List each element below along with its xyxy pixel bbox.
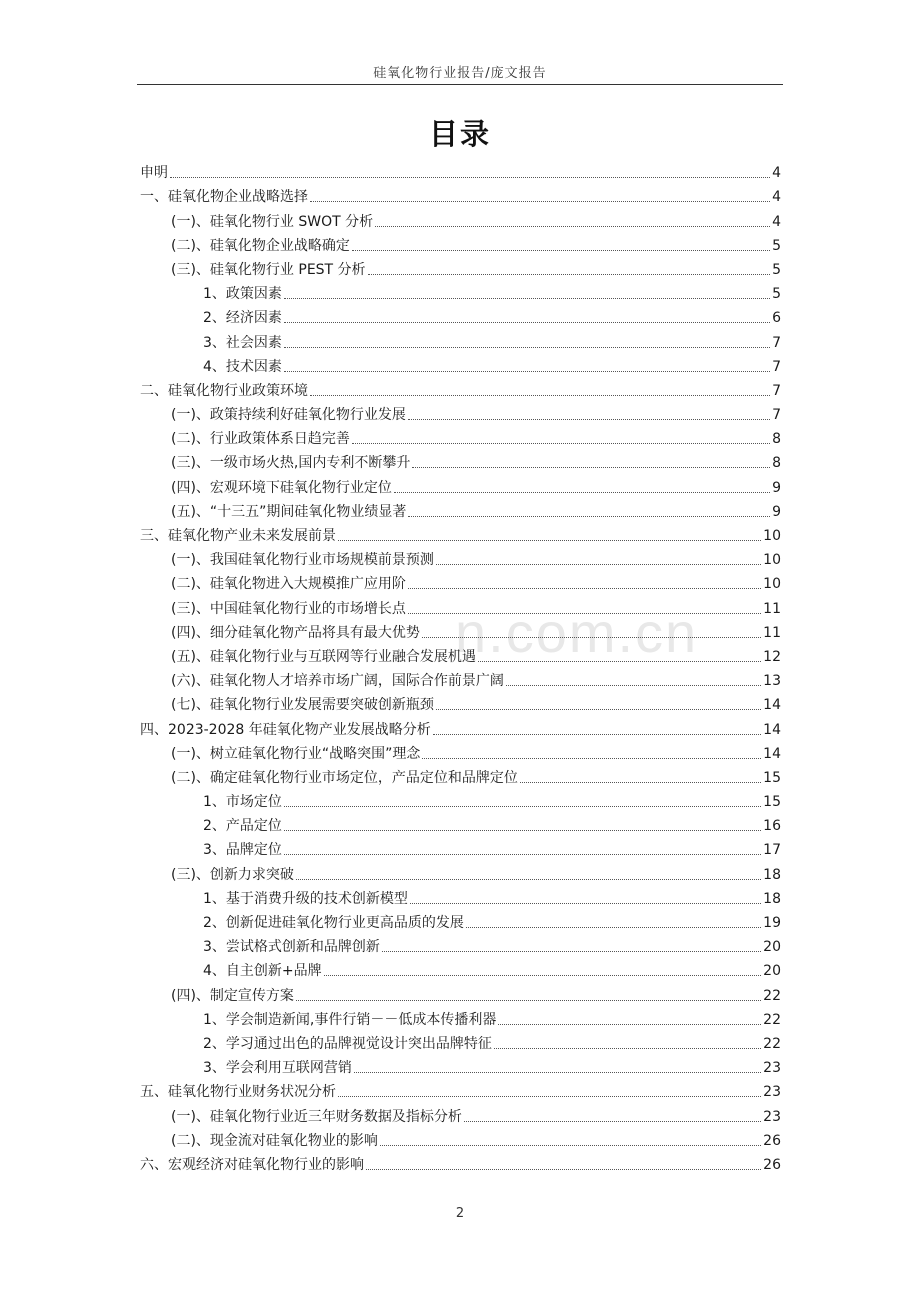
toc-entry-page: 4 (772, 189, 781, 206)
toc-entry-page: 20 (763, 939, 781, 956)
toc-entry[interactable] (140, 787, 781, 811)
toc-entry-page: 5 (772, 237, 781, 254)
toc-entry-title: 3、尝试格式创新和品牌创新 (203, 939, 380, 956)
toc-entry[interactable] (140, 182, 781, 206)
toc-dot-leader (422, 637, 761, 638)
toc-entry-page: 10 (763, 552, 781, 569)
toc-entry[interactable] (140, 400, 781, 424)
toc-entry-title: 2、创新促进硅氧化物行业更高品质的发展 (203, 915, 464, 931)
toc-entry[interactable] (140, 956, 781, 980)
toc-entry-page: 26 (763, 1156, 781, 1173)
toc-entry[interactable] (140, 206, 781, 230)
page-title: 目录 (428, 117, 491, 151)
toc-dot-leader (284, 371, 770, 372)
toc-dot-leader (410, 903, 761, 904)
toc-dot-leader (506, 685, 761, 686)
page-number: 2 (455, 1206, 465, 1221)
toc-dot-leader (296, 1000, 761, 1001)
toc-entry-title: 3、品牌定位 (203, 842, 282, 859)
toc-entry-page: 8 (772, 455, 781, 472)
toc-entry-page: 12 (763, 648, 781, 665)
toc-entry-page: 15 (763, 794, 781, 811)
toc-dot-leader (520, 782, 761, 783)
toc-dot-leader (284, 854, 761, 855)
toc-entry[interactable] (140, 811, 781, 835)
toc-entry-title: 3、学会利用互联网营销 (203, 1060, 352, 1077)
toc-entry-title: 2、经济因素 (203, 310, 282, 327)
toc-entry-title: 1、学会制造新闻,事件行销－－低成本传播利器 (203, 1011, 497, 1028)
toc-entry-title: (七)、硅氧化物行业发展需要突破创新瓶颈 (171, 697, 434, 714)
toc-entry-page: 7 (772, 334, 781, 351)
toc-entry[interactable] (140, 158, 781, 182)
toc-dot-leader (478, 661, 761, 662)
toc-entry-title: (三)、中国硅氧化物行业的市场增长点 (171, 600, 406, 617)
toc-dot-leader (284, 806, 761, 807)
toc-entry-title: 2、学习通过出色的品牌视觉设计突出品牌特征 (203, 1035, 492, 1052)
table-of-contents (140, 158, 781, 1174)
toc-entry-title: (四)、宏观环境下硅氧化物行业定位 (171, 479, 392, 496)
toc-dot-leader (464, 1121, 761, 1122)
page-header: 硅氧化物行业报告/庞文报告 (373, 66, 547, 81)
toc-entry-title: (一)、硅氧化物行业近三年财务数据及指标分析 (171, 1108, 462, 1125)
toc-entry-title: (二)、硅氧化物企业战略确定 (171, 237, 350, 254)
toc-entry[interactable] (140, 497, 781, 521)
toc-dot-leader (375, 226, 770, 227)
toc-dot-leader (352, 443, 770, 444)
toc-entry-title: (一)、树立硅氧化物行业“战略突围”理念 (171, 745, 421, 762)
toc-entry-title: 4、技术因素 (203, 358, 282, 375)
toc-entry-page: 5 (772, 261, 781, 278)
toc-dot-leader (338, 1096, 761, 1097)
toc-entry[interactable] (140, 1126, 781, 1150)
toc-entry[interactable] (140, 1101, 781, 1125)
toc-entry[interactable] (140, 763, 781, 787)
toc-entry[interactable] (140, 642, 781, 666)
toc-entry[interactable] (140, 884, 781, 908)
toc-dot-leader (352, 250, 770, 251)
toc-entry[interactable] (140, 1077, 781, 1101)
toc-entry-title: (三)、硅氧化物行业 PEST 分析 (171, 261, 366, 278)
toc-entry-title: 五、硅氧化物行业财务状况分析 (140, 1084, 336, 1101)
toc-entry-page: 23 (763, 1084, 781, 1101)
toc-entry-page: 11 (763, 624, 781, 641)
toc-dot-leader (436, 709, 761, 710)
toc-entry-title: 1、市场定位 (203, 794, 282, 811)
toc-entry-page: 15 (763, 769, 781, 786)
toc-entry[interactable] (140, 327, 781, 351)
toc-dot-leader (338, 540, 761, 541)
toc-dot-leader (394, 492, 770, 493)
toc-dot-leader (380, 1145, 761, 1146)
toc-entry-page: 23 (763, 1108, 781, 1125)
toc-entry-page: 7 (772, 358, 781, 375)
toc-entry-title: 二、硅氧化物行业政策环境 (140, 382, 308, 399)
toc-entry[interactable] (140, 739, 781, 763)
toc-dot-leader (408, 588, 761, 589)
toc-dot-leader (408, 516, 770, 517)
toc-entry[interactable] (140, 1053, 781, 1077)
toc-dot-leader (436, 564, 761, 565)
toc-entry-page: 18 (763, 866, 781, 883)
toc-entry-page: 22 (763, 1011, 781, 1028)
toc-dot-leader (412, 467, 770, 468)
toc-entry-title: (五)、硅氧化物行业与互联网等行业融合发展机遇 (171, 648, 476, 665)
toc-entry[interactable] (140, 835, 781, 859)
toc-entry-page: 4 (772, 165, 781, 182)
toc-entry[interactable] (140, 545, 781, 569)
toc-entry-page: 17 (763, 842, 781, 859)
toc-entry[interactable] (140, 521, 781, 545)
toc-entry-title: 六、宏观经济对硅氧化物行业的影响 (140, 1156, 364, 1173)
toc-entry[interactable] (140, 231, 781, 255)
toc-entry-page: 14 (763, 745, 781, 762)
toc-entry[interactable] (140, 1150, 781, 1174)
toc-entry[interactable] (140, 448, 781, 472)
toc-dot-leader (368, 274, 771, 275)
toc-entry-page: 11 (763, 600, 781, 617)
toc-entry-title: 一、硅氧化物企业战略选择 (140, 189, 308, 206)
toc-dot-leader (494, 1048, 761, 1049)
toc-entry-page: 7 (772, 407, 781, 424)
toc-entry-page: 10 (763, 576, 781, 593)
toc-entry-title: 4、自主创新+品牌 (203, 963, 322, 980)
toc-dot-leader (310, 201, 770, 202)
toc-entry[interactable] (140, 376, 781, 400)
toc-entry-title: (四)、制定宣传方案 (171, 987, 294, 1004)
toc-entry[interactable] (140, 859, 781, 883)
toc-entry[interactable] (140, 714, 781, 738)
toc-entry-title: 申明 (140, 165, 168, 182)
toc-entry-page: 13 (763, 673, 781, 690)
watermark: n.com.cn (455, 601, 699, 664)
toc-entry-title: (一)、政策持续利好硅氧化物行业发展 (171, 407, 406, 424)
toc-entry-title: (二)、确定硅氧化物行业市场定位，产品定位和品牌定位 (171, 769, 518, 786)
toc-dot-leader (310, 395, 770, 396)
toc-entry-title: 1、基于消费升级的技术创新模型 (203, 890, 408, 907)
toc-entry[interactable] (140, 980, 781, 1004)
toc-entry-title: 1、政策因素 (203, 286, 282, 303)
toc-entry-page: 10 (763, 528, 781, 544)
toc-entry-title: 3、社会因素 (203, 334, 282, 351)
toc-entry[interactable] (140, 255, 781, 279)
toc-entry-title: 2、产品定位 (203, 818, 282, 835)
toc-dot-leader (284, 830, 761, 831)
toc-dot-leader (284, 298, 770, 299)
toc-dot-leader (408, 613, 761, 614)
toc-dot-leader (466, 927, 761, 928)
toc-entry-title: (三)、创新力求突破 (171, 866, 294, 883)
toc-dot-leader (433, 734, 761, 735)
toc-entry-page: 14 (763, 697, 781, 714)
toc-entry[interactable] (140, 618, 781, 642)
header-rule (137, 84, 783, 85)
toc-entry-title: 四、2023-2028 年硅氧化物产业发展战略分析 (140, 721, 431, 738)
toc-entry-title: (一)、我国硅氧化物行业市场规模前景预测 (171, 552, 434, 569)
toc-entry[interactable] (140, 352, 781, 376)
toc-dot-leader (354, 1072, 761, 1073)
toc-entry[interactable] (140, 690, 781, 714)
toc-entry[interactable] (140, 569, 781, 593)
toc-entry[interactable] (140, 666, 781, 690)
toc-entry-title: (三)、一级市场火热,国内专利不断攀升 (171, 455, 411, 472)
toc-entry-page: 22 (763, 1035, 781, 1052)
toc-entry-title: (二)、硅氧化物进入大规模推广应用阶 (171, 576, 406, 593)
toc-entry-page: 9 (772, 479, 781, 496)
toc-entry-page: 23 (763, 1060, 781, 1077)
toc-entry-page: 22 (763, 987, 781, 1004)
toc-entry[interactable] (140, 472, 781, 496)
toc-entry[interactable] (140, 303, 781, 327)
toc-entry-page: 6 (772, 310, 781, 327)
toc-entry-page: 18 (763, 890, 781, 907)
toc-dot-leader (170, 177, 770, 178)
toc-entry[interactable] (140, 908, 781, 932)
toc-dot-leader (284, 347, 770, 348)
toc-dot-leader (408, 419, 770, 420)
toc-entry-page: 5 (772, 286, 781, 303)
toc-entry-page: 16 (763, 818, 781, 835)
toc-dot-leader (382, 951, 761, 952)
toc-entry-title: (二)、现金流对硅氧化物业的影响 (171, 1132, 378, 1149)
toc-entry[interactable] (140, 424, 781, 448)
toc-entry-title: 三、硅氧化物产业未来发展前景 (140, 528, 336, 544)
toc-entry-page: 8 (772, 431, 781, 448)
toc-entry[interactable] (140, 279, 781, 303)
toc-entry[interactable] (140, 932, 781, 956)
toc-dot-leader (498, 1024, 761, 1025)
toc-entry-page: 14 (763, 721, 781, 738)
toc-entry-page: 7 (772, 382, 781, 399)
toc-dot-leader (284, 322, 770, 323)
toc-entry-title: (一)、硅氧化物行业 SWOT 分析 (171, 213, 374, 230)
toc-entry-page: 9 (772, 503, 781, 520)
toc-entry-title: (五)、“十三五”期间硅氧化物业绩显著 (171, 503, 407, 520)
toc-entry-page: 26 (763, 1132, 781, 1149)
toc-entry[interactable] (140, 1029, 781, 1053)
toc-entry-title: (六)、硅氧化物人才培养市场广阔，国际合作前景广阔 (171, 673, 504, 690)
toc-entry[interactable] (140, 1005, 781, 1029)
toc-entry-page: 4 (772, 213, 781, 230)
toc-dot-leader (422, 758, 761, 759)
toc-dot-leader (366, 1169, 761, 1170)
toc-dot-leader (296, 879, 761, 880)
toc-entry-page: 19 (763, 915, 781, 931)
toc-entry[interactable] (140, 593, 781, 617)
toc-entry-title: (四)、细分硅氧化物产品将具有最大优势 (171, 624, 420, 641)
toc-entry-title: (二)、行业政策体系日趋完善 (171, 431, 350, 448)
toc-dot-leader (324, 975, 762, 976)
toc-entry-page: 20 (763, 963, 781, 980)
